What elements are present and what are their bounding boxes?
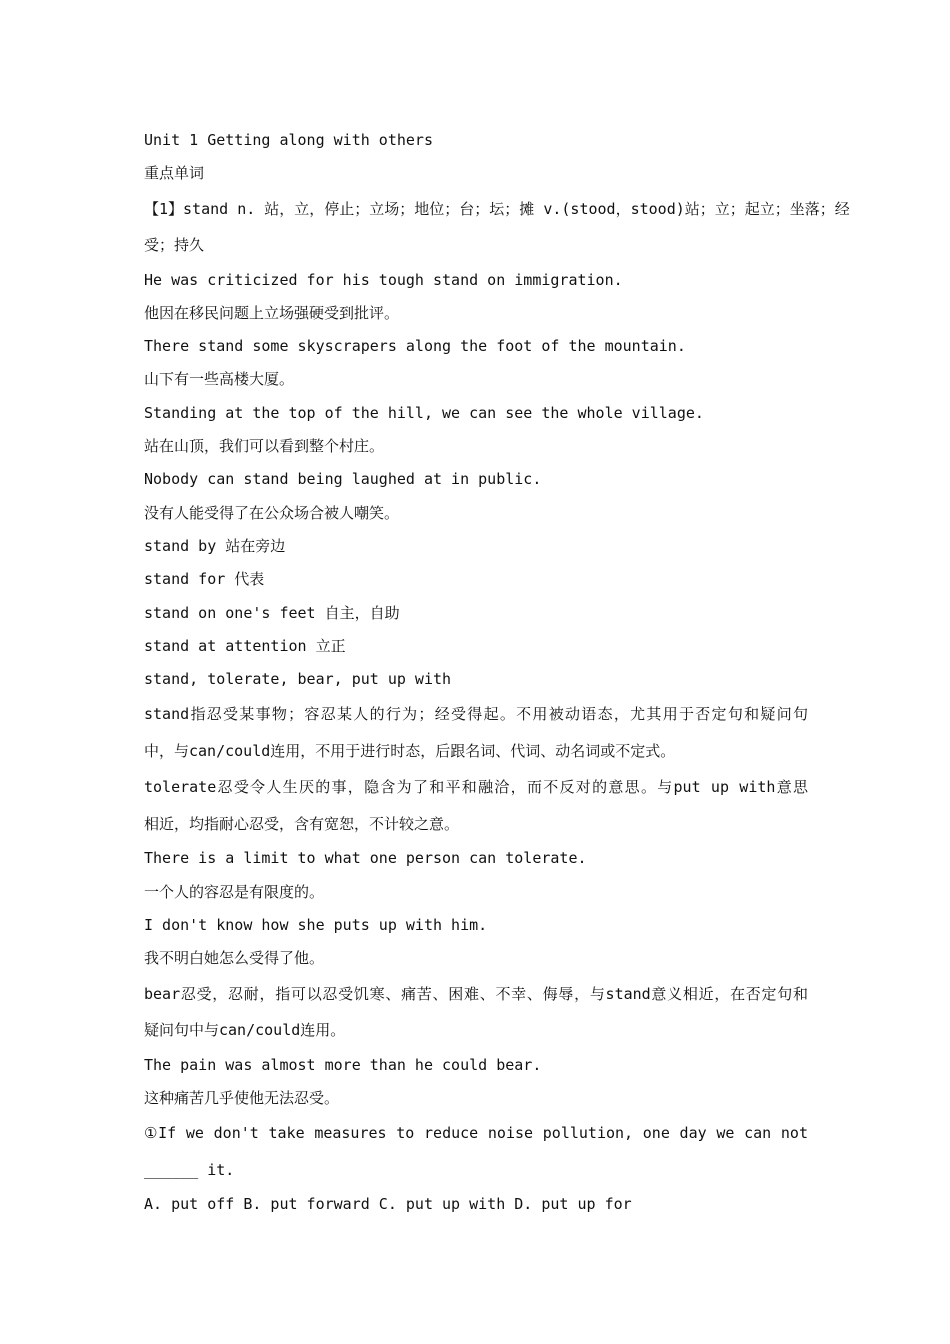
example-zh: 他因在移民问题上立场强硬受到批评。 [144, 303, 400, 322]
note-bear-line-1: bear忍受，忍耐，指可以忍受饥寒、痛苦、困难、不幸、侮辱，与stand意义相近，在否定句和 [144, 984, 808, 1003]
example-en: There is a limit to what one person can tolerate. [144, 849, 587, 868]
example-en: I don't know how she puts up with him. [144, 916, 488, 935]
unit-title: Unit 1 Getting along with others [144, 131, 433, 149]
question-options: A. put off B. put forward C. put up with D. put up for [144, 1195, 632, 1214]
note-bear-line-2: 疑问句中与can/could连用。 [144, 1021, 346, 1040]
note-stand-line-2: 中，与can/could连用，不用于进行时态，后跟名词、代词、动名词或不定式。 [144, 741, 676, 760]
phrase-item: stand by 站在旁边 [144, 536, 286, 555]
entry-definition-line-2: 受；持久 [144, 236, 205, 255]
example-zh: 没有人能受得了在公众场合被人嘲笑。 [144, 503, 400, 522]
example-zh: 一个人的容忍是有限度的。 [144, 882, 325, 901]
entry-definition-line-1: 【1】stand n. 站，立，停止；立场；地位；台；坛；摊 v.(stood，stood)站；立；起立；坐落；经 [144, 199, 850, 218]
note-tolerate-line-2: 相近，均指耐心忍受，含有宽恕，不计较之意。 [144, 814, 460, 833]
question-stem-line-1: ①If we don't take measures to reduce noise pollution, one day we can not [144, 1124, 808, 1143]
note-tolerate-line-1: tolerate忍受令人生厌的事，隐含为了和平和融洽，而不反对的意思。与put up with意思 [144, 778, 808, 797]
example-en: There stand some skyscrapers along the foot of the mountain. [144, 337, 686, 356]
phrase-item: stand on one's feet 自主，自助 [144, 603, 400, 622]
example-zh: 这种痛苦几乎使他无法忍受。 [144, 1088, 340, 1107]
phrase-item: stand for 代表 [144, 570, 265, 589]
example-zh: 站在山顶，我们可以看到整个村庄。 [144, 437, 385, 456]
document-body [144, 124, 850, 1222]
example-en: The pain was almost more than he could bear. [144, 1055, 542, 1074]
example-en: Standing at the top of the hill, we can see the whole village. [144, 403, 704, 422]
note-stand-line-1: stand指忍受某事物；容忍某人的行为；经受得起。不用被动语态，尤其用于否定句和疑问句 [144, 705, 808, 724]
synonym-list: stand, tolerate, bear, put up with [144, 670, 452, 689]
example-en: He was criticized for his tough stand on immigration. [144, 270, 623, 289]
phrase-item: stand at attention 立正 [144, 636, 346, 655]
example-en: Nobody can stand being laughed at in public. [144, 470, 542, 489]
section-heading: 重点单词 [144, 164, 205, 183]
example-zh: 山下有一些高楼大厦。 [144, 370, 295, 389]
example-zh: 我不明白她怎么受得了他。 [144, 949, 325, 968]
question-stem-line-2: ______ it. [144, 1160, 235, 1179]
